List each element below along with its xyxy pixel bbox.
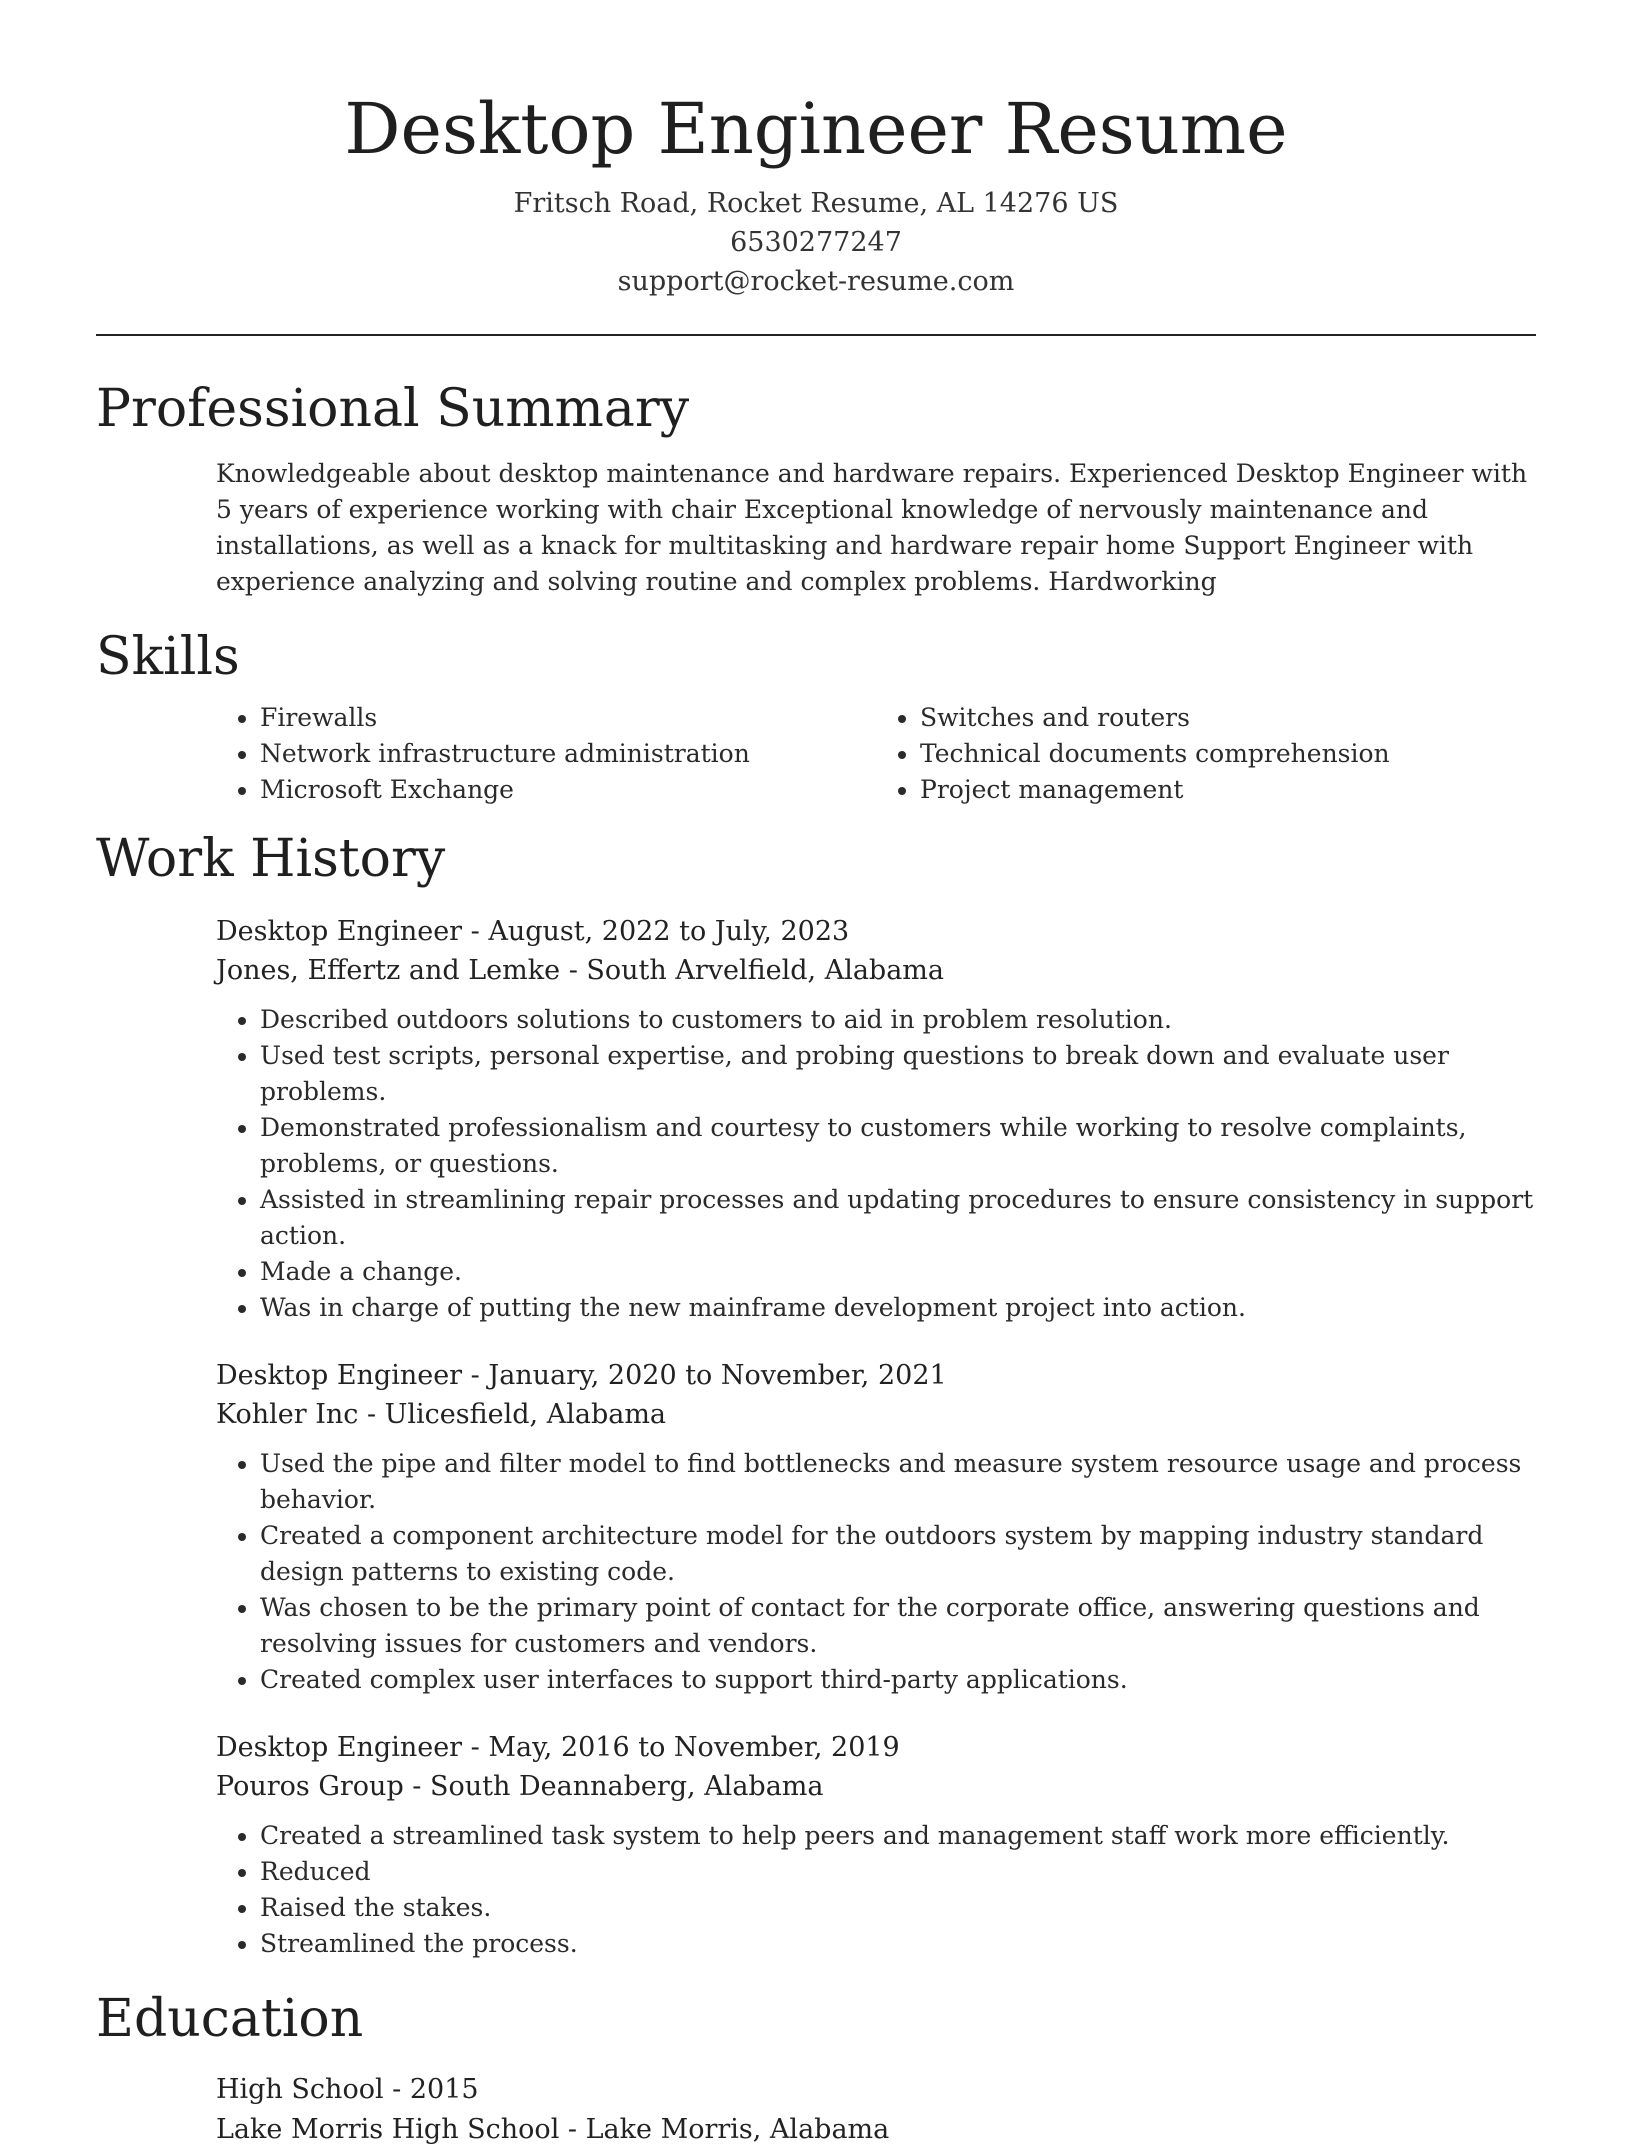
contact-phone: 6530277247 — [730, 227, 902, 258]
skill-item: • Network infrastructure administration — [260, 736, 876, 772]
education-degree-line: High School - 2015 — [216, 2074, 479, 2105]
contact-email: support@rocket-resume.com — [617, 266, 1015, 297]
job-bullet: • Created complex user interfaces to support third-party applications. — [260, 1662, 1536, 1698]
skills-column-right — [876, 700, 1536, 808]
skill-item: • Microsoft Exchange — [260, 772, 876, 808]
summary-text: Knowledgeable about desktop maintenance and hardware repairs. Experienced Desktop Engineer with 5 years of experience working with chair Exceptional knowledge of nervously maintenance and installations, as well as a knack for multitasking and hardware repair home Support Engineer with experience analyzing and solving routine and complex problems. Hardworking — [216, 459, 1528, 596]
skill-item: • Switches and routers — [920, 700, 1536, 736]
job-company-line: Pouros Group - South Deannaberg, Alabama — [216, 1771, 824, 1802]
section-heading-work-history: Work History — [96, 829, 446, 889]
job-title-line: Desktop Engineer - January, 2020 to November, 2021 — [216, 1360, 947, 1391]
contact-block — [96, 184, 1536, 301]
header-divider — [96, 334, 1536, 336]
job-title-line: Desktop Engineer - May, 2016 to November, 2019 — [216, 1732, 900, 1763]
job-bullet: • Created a component architecture model for the outdoors system by mapping industry standard design patterns to existing code. — [260, 1518, 1536, 1590]
job-bullet: • Streamlined the process. — [260, 1926, 1536, 1962]
contact-address: Fritsch Road, Rocket Resume, AL 14276 US — [513, 188, 1119, 219]
job-company-line: Jones, Effertz and Lemke - South Arvelfield, Alabama — [216, 955, 945, 986]
job-entry — [216, 912, 1536, 1326]
skills-list — [216, 700, 1536, 808]
skills-column-left — [216, 700, 876, 808]
job-bullets — [216, 1446, 1536, 1698]
job-bullet: • Made a change. — [260, 1254, 1536, 1290]
job-bullet: • Used test scripts, personal expertise, and probing questions to break down and evaluate user problems. — [260, 1038, 1536, 1110]
job-bullet: • Assisted in streamlining repair processes and updating procedures to ensure consistency in support action. — [260, 1182, 1536, 1254]
section-heading-summary: Professional Summary — [96, 379, 690, 439]
skill-item: • Firewalls — [260, 700, 876, 736]
job-entry — [216, 1356, 1536, 1698]
job-bullets — [216, 1002, 1536, 1326]
job-entry — [216, 1728, 1536, 1962]
education-school-line: Lake Morris High School - Lake Morris, Alabama — [216, 2114, 890, 2145]
resume-title: Desktop Engineer Resume — [344, 88, 1288, 170]
job-company-line: Kohler Inc - Ulicesfield, Alabama — [216, 1399, 667, 1430]
job-bullet: • Described outdoors solutions to customers to aid in problem resolution. — [260, 1002, 1536, 1038]
job-bullet: • Demonstrated professionalism and courtesy to customers while working to resolve complaints, problems, or questions. — [260, 1110, 1536, 1182]
job-bullet: • Reduced — [260, 1854, 1536, 1890]
skill-item: • Project management — [920, 772, 1536, 808]
education-entry — [216, 2070, 1536, 2150]
job-bullet: • Created a streamlined task system to help peers and management staff work more efficiently. — [260, 1818, 1536, 1854]
job-bullet: • Was chosen to be the primary point of contact for the corporate office, answering questions and resolving issues for customers and vendors. — [260, 1590, 1536, 1662]
job-bullet: • Used the pipe and filter model to find bottlenecks and measure system resource usage and process behavior. — [260, 1446, 1536, 1518]
skill-item: • Technical documents comprehension — [920, 736, 1536, 772]
job-bullet: • Raised the stakes. — [260, 1890, 1536, 1926]
section-heading-skills: Skills — [96, 627, 240, 687]
section-heading-education: Education — [96, 1989, 364, 2049]
resume-page — [96, 0, 1536, 2150]
resume-header — [96, 0, 1536, 301]
job-bullets — [216, 1818, 1536, 1962]
job-bullet: • Was in charge of putting the new mainframe development project into action. — [260, 1290, 1536, 1326]
job-title-line: Desktop Engineer - August, 2022 to July, 2023 — [216, 916, 850, 947]
